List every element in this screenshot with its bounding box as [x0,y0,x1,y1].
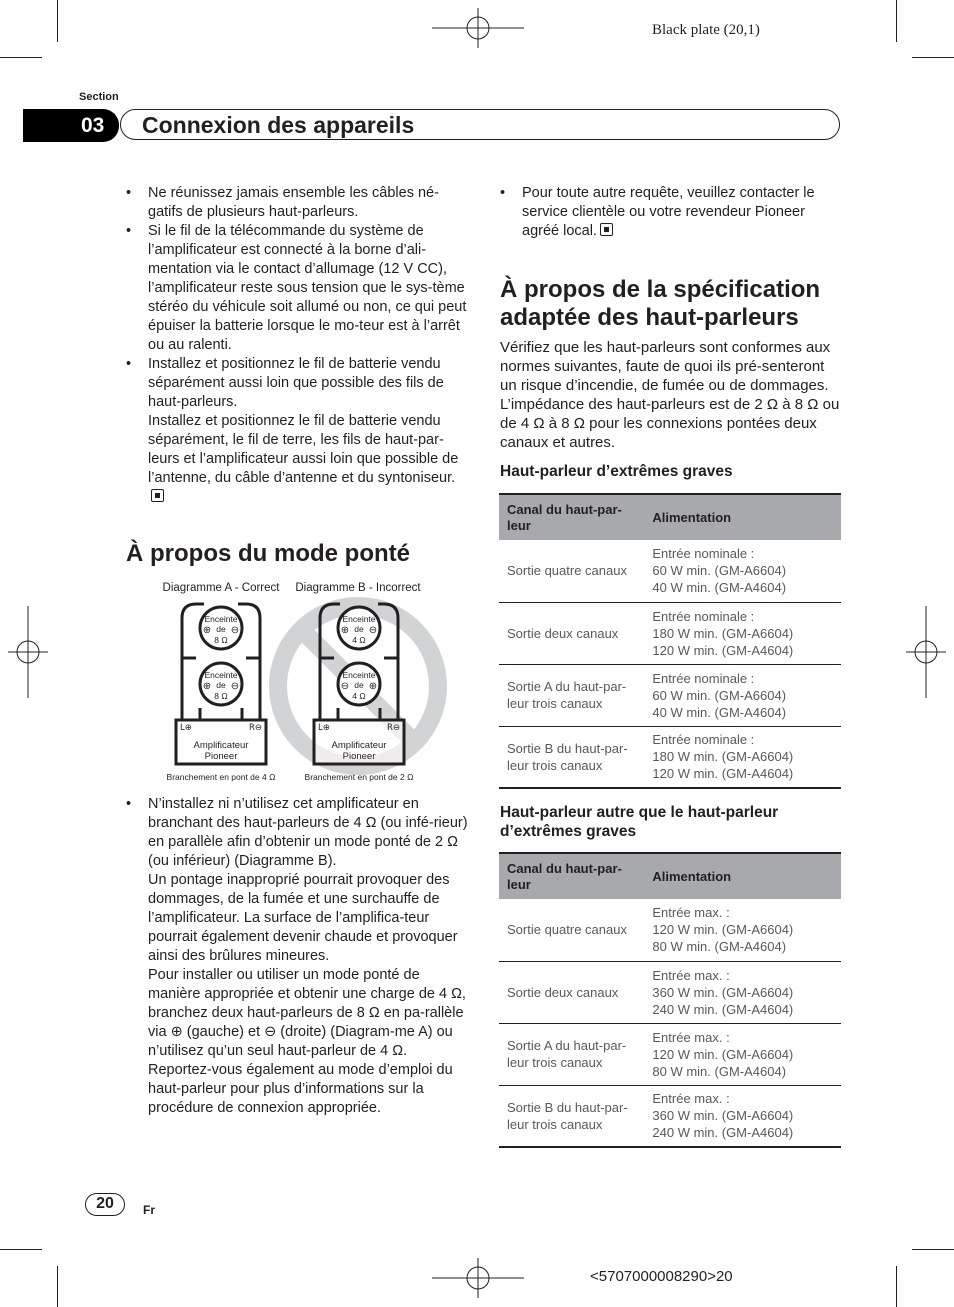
svg-text:L⊕: L⊕ [318,723,330,733]
page-number: 20 [85,1193,125,1216]
svg-text:⊖: ⊖ [340,681,350,692]
table-row [499,1085,841,1147]
right-top-bullet [500,184,842,241]
heading-bridge-mode: À propos du mode ponté [126,540,410,567]
svg-text:de: de [216,680,226,690]
svg-text:⊖: ⊖ [368,625,378,636]
bridge-diagram [160,578,452,786]
svg-text:⊖: ⊖ [230,625,240,636]
cell-channel: Sortie quatre canaux [499,540,644,602]
section-title: Connexion des appareils [142,112,415,138]
language-code: Fr [143,1203,155,1217]
col-header-power: Alimentation [644,853,841,899]
crop-mark [912,1249,954,1250]
subwoofer-spec-table [499,493,841,789]
speaker-b2 [338,663,380,705]
svg-text:8 Ω: 8 Ω [214,691,228,701]
speaker-b1 [338,607,380,649]
section-label: Section [79,91,119,103]
table-row [499,1023,841,1085]
cell-channel: Sortie quatre canaux [499,899,644,961]
bullet-text: N’installez ni n’utilisez cet amplificateur en branchant des haut-parleurs de 4 Ω (ou infé-rieur) en parallèle afin d’obtenir un mode ponté de 2 Ω (ou inférieur) (Diagramme B). [148,796,468,869]
left-bridge-bullets [126,795,468,1118]
svg-text:Enceinte: Enceinte [204,670,238,680]
registration-mark-top [432,8,524,48]
svg-text:L⊕: L⊕ [180,723,192,733]
svg-text:R⊖: R⊖ [386,723,400,733]
cell-power: Entrée max. : 360 W min. (GM-A6604) 240 W min. (GM-A4604) [644,1085,841,1147]
cell-power: Entrée max. : 360 W min. (GM-A6604) 240 W min. (GM-A4604) [644,961,841,1023]
bullet-text: Si le fil de la télécommande du système de l’amplificateur est connecté à la borne d’ali-mentation via le contact d’allumage (12 V CC), l’amplificateur reste sous tension que le sys-tème stéréo du véhicule soit allumé ou non, ce qui peut épuiser la batterie lorsque le mo-teur est à l’arrêt ou au ralenti. [148,223,467,353]
svg-text:⊕: ⊕ [340,625,350,636]
crop-mark [0,1249,42,1250]
svg-text:Amplificateur: Amplificateur [331,740,387,751]
cell-power: Entrée nominale : 180 W min. (GM-A6604) 120 W min. (GM-A4604) [644,602,841,664]
registration-mark-bottom [432,1258,524,1298]
cell-channel: Sortie A du haut-par-leur trois canaux [499,1023,644,1085]
crop-mark [896,1266,897,1307]
svg-text:Enceinte: Enceinte [342,614,376,624]
subheading-subwoofer: Haut-parleur d’extrêmes graves [500,463,733,480]
table-row [499,961,841,1023]
amplifier-a [176,720,266,764]
crop-mark [912,57,954,58]
bullet-item [500,184,842,241]
cell-power: Entrée max. : 120 W min. (GM-A6604) 80 W min. (GM-A4604) [644,899,841,961]
speaker-a2 [200,663,242,705]
svg-text:4 Ω: 4 Ω [352,635,366,645]
table-row [499,899,841,961]
cell-channel: Sortie A du haut-par-leur trois canaux [499,664,644,726]
paragraph: Un pontage inapproprié pourrait provoquer des dommages, de la fumée et une surchauffe de l’amplificateur. La surface de l’amplifica-teur pourrait également devenir chaude et provoquer ainsi des brûlures mineures. [148,872,458,964]
bullet-text: Pour toute autre requête, veuillez contacter le service clientèle ou votre revendeur Pioneer agréé local. [522,185,815,239]
svg-text:⊕: ⊕ [202,681,212,692]
svg-text:R⊖: R⊖ [248,723,262,733]
bullet-item [126,184,468,222]
left-top-bullets [126,184,468,507]
table-row [499,602,841,664]
svg-text:de: de [216,624,226,634]
svg-text:Enceinte: Enceinte [342,670,376,680]
svg-text:Pioneer: Pioneer [342,751,376,762]
cell-channel: Sortie B du haut-par-leur trois canaux [499,1085,644,1147]
subheading-non-subwoofer: Haut-parleur autre que le haut-parleur d’extrêmes graves [500,804,779,840]
end-mark-icon [151,489,164,502]
table-row [499,540,841,602]
svg-text:8 Ω: 8 Ω [214,635,228,645]
document-code: <5707000008290>20 [590,1268,733,1285]
end-mark-icon [600,223,613,236]
registration-mark-left [8,606,48,698]
svg-text:de: de [354,680,364,690]
table-row [499,726,841,788]
amplifier-b [314,720,404,764]
cell-power: Entrée nominale : 60 W min. (GM-A6604) 40 W min. (GM-A4604) [644,540,841,602]
bullet-continuation: Installez et positionnez le fil de batterie vendu séparément, le fil de terre, les fils de haut-par-leurs et l’amplificateur aussi loin que possible de l’antenne, du câble d’antenne et du syntoniseur. [148,413,459,486]
cell-channel: Sortie B du haut-par-leur trois canaux [499,726,644,788]
diagram-caption-a: Branchement en pont de 4 Ω [166,772,276,782]
col-header-power: Alimentation [644,494,841,540]
svg-text:Pioneer: Pioneer [204,751,238,762]
svg-text:4 Ω: 4 Ω [352,691,366,701]
diagram-title-b: Diagramme B - Incorrect [295,582,421,594]
col-header-channel: Canal du haut-par-leur [499,853,644,899]
svg-text:Enceinte: Enceinte [204,614,238,624]
svg-text:de: de [354,624,364,634]
crop-mark [57,1266,58,1307]
bullet-text: Ne réunissez jamais ensemble les câbles né-gatifs de plusieurs haut-parleurs. [148,185,439,220]
crop-mark [57,0,58,42]
svg-text:⊕: ⊕ [368,681,378,692]
bullet-item [126,795,468,1118]
paragraph: Reportez-vous également au mode d’emploi du haut-parleur pour plus d’informations sur la procédure de connexion appropriée. [148,1062,453,1116]
table-row [499,664,841,726]
bullet-item [126,355,468,507]
cell-power: Entrée nominale : 180 W min. (GM-A6604) 120 W min. (GM-A4604) [644,726,841,788]
spec-intro: Vérifiez que les haut-parleurs sont conformes aux normes suivantes, faute de quoi ils pré-senteront un risque d’incendie, de fumée ou de dommages. L’impédance des haut-parleurs est de 2 Ω à 8 Ω ou de 4 Ω à 8 Ω pour les connexions pontées deux canaux et autres. [500,339,840,451]
col-header-channel: Canal du haut-par-leur [499,494,644,540]
registration-mark-right [906,606,946,698]
plate-label: Black plate (20,1) [652,22,760,38]
cell-power: Entrée max. : 120 W min. (GM-A6604) 80 W min. (GM-A4604) [644,1023,841,1085]
section-number: 03 [23,109,119,142]
diagram-title-a: Diagramme A - Correct [162,582,280,594]
bullet-item [126,222,468,355]
svg-text:⊖: ⊖ [230,681,240,692]
speaker-a1 [200,607,242,649]
crop-mark [896,0,897,42]
svg-text:Amplificateur: Amplificateur [193,740,249,751]
crop-mark [0,57,42,58]
cell-power: Entrée nominale : 60 W min. (GM-A6604) 40 W min. (GM-A4604) [644,664,841,726]
speaker-spec-table [499,852,841,1148]
svg-text:⊕: ⊕ [202,625,212,636]
diagram-caption-b: Branchement en pont de 2 Ω [304,772,414,782]
bullet-text: Installez et positionnez le fil de batterie vendu séparément aussi loin que possible des fils de haut-parleurs. [148,356,444,410]
paragraph: Pour installer ou utiliser un mode ponté de manière appropriée et obtenir une charge de 4 Ω, branchez deux haut-parleurs de 8 Ω en pa-rallèle via ⊕ (gauche) et ⊖ (droite) (Diagram-me A) ou n’utilisez qu’un seul haut-parleur de 4 Ω. [148,967,466,1059]
heading-speaker-spec: À propos de la spécification adaptée des haut-parleurs [500,276,821,331]
cell-channel: Sortie deux canaux [499,602,644,664]
cell-channel: Sortie deux canaux [499,961,644,1023]
